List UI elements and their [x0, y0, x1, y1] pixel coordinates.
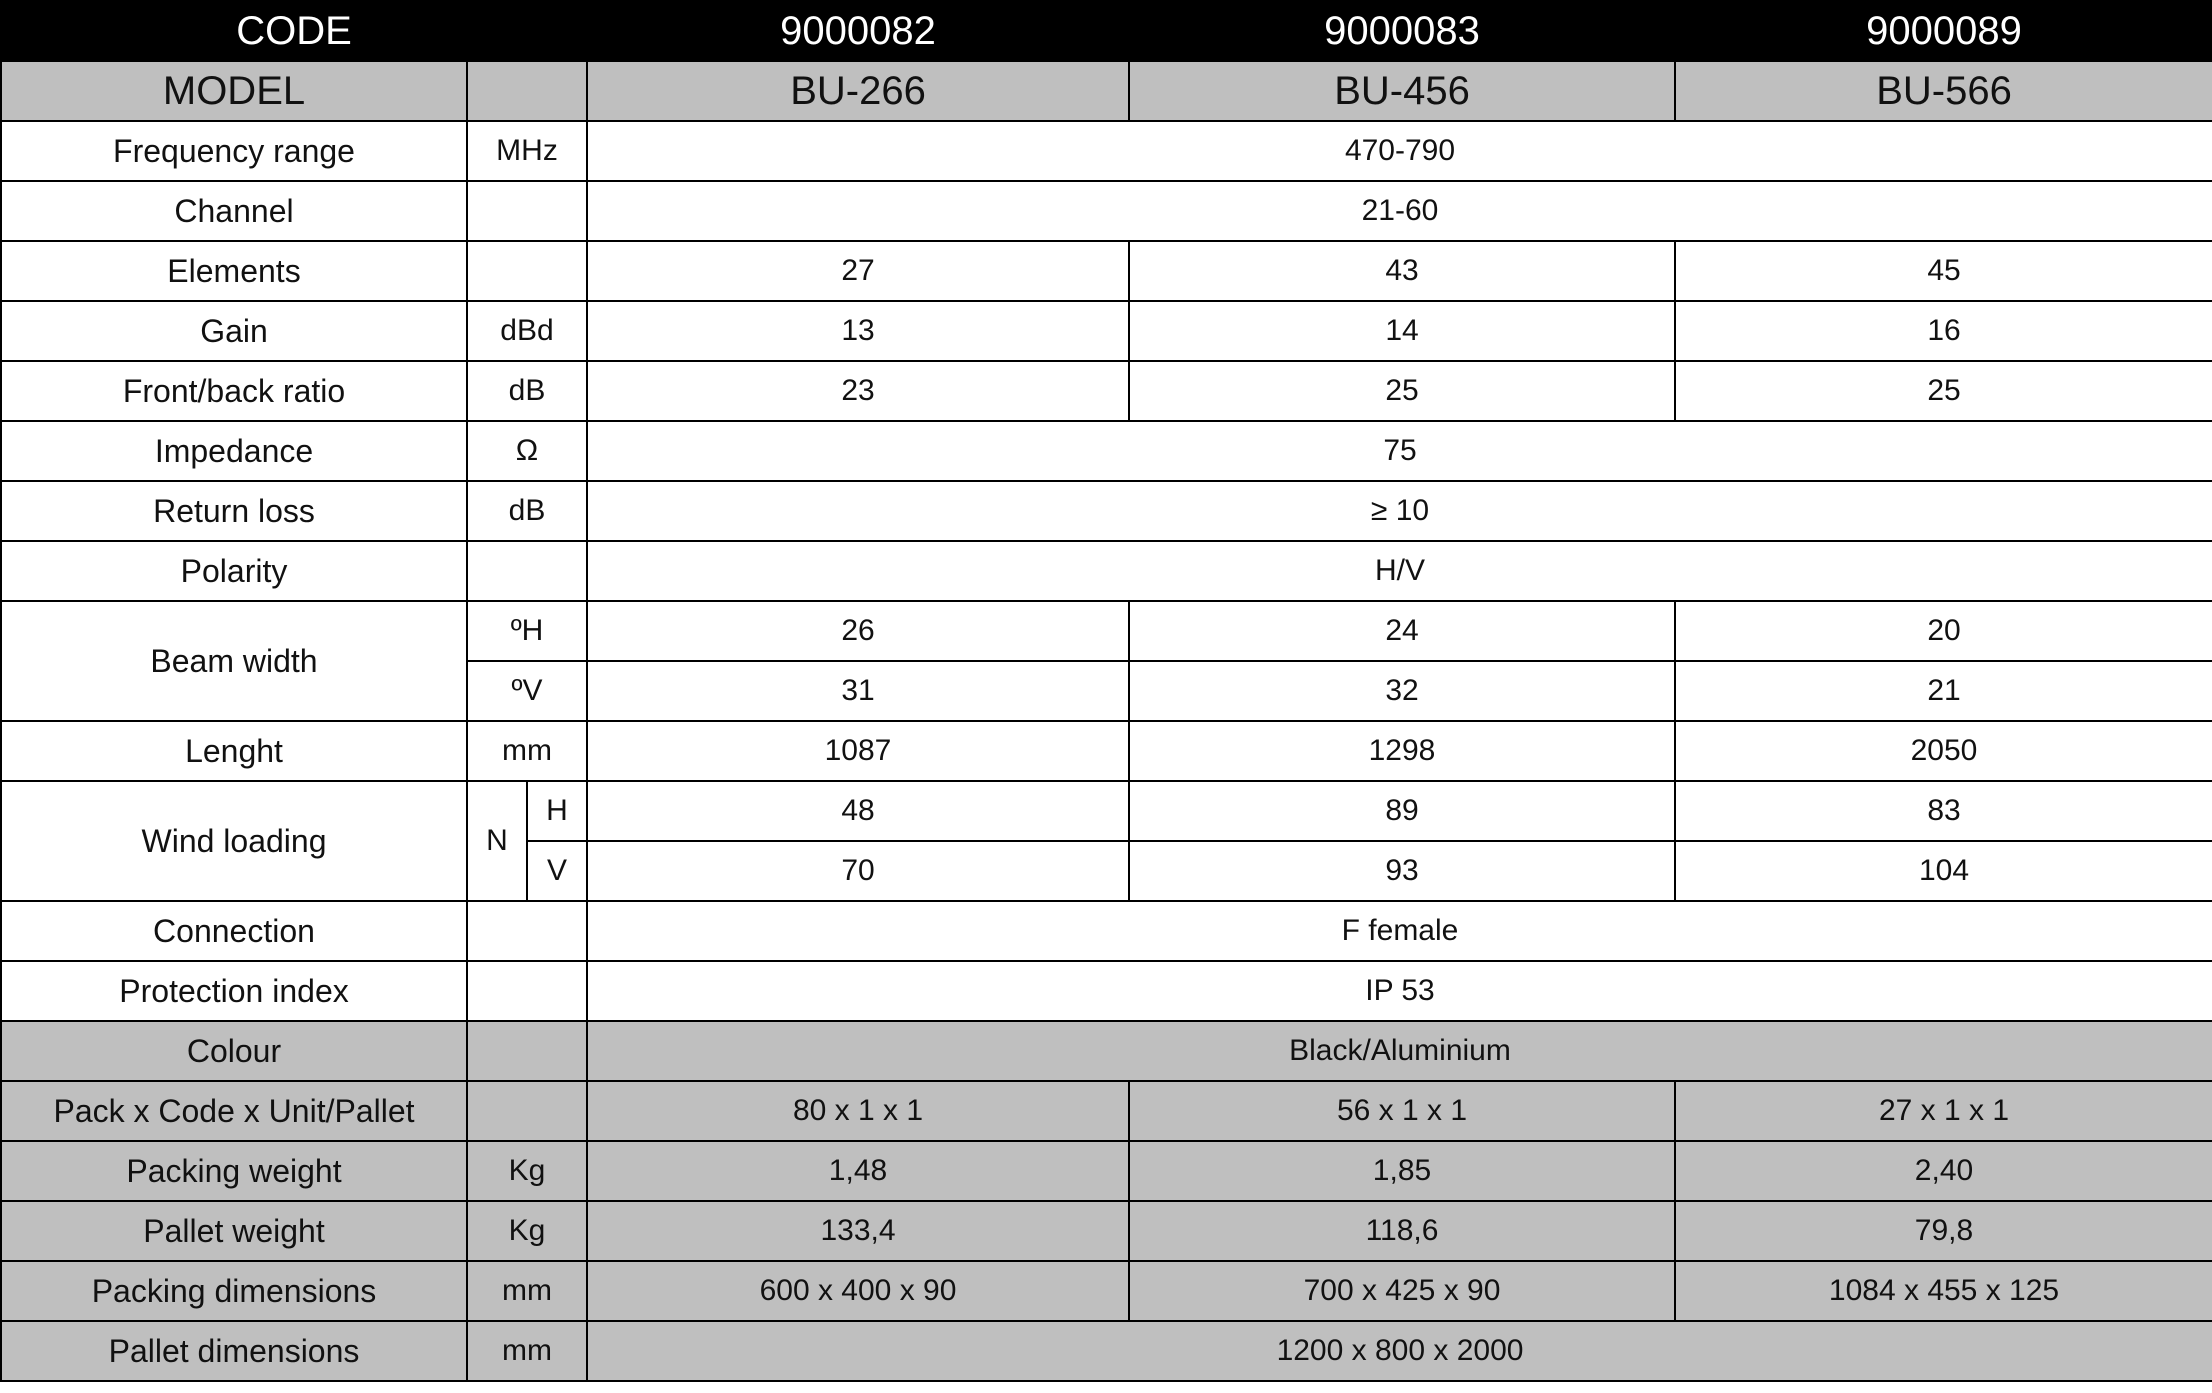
- table-row-connection: [1, 901, 2212, 961]
- row-unit: dB: [467, 361, 587, 421]
- table-row-length: [1, 721, 2212, 781]
- row-unit: Ω: [467, 421, 587, 481]
- row-value-3: 79,8: [1675, 1201, 2212, 1261]
- table-row-channel: [1, 181, 2212, 241]
- table-row-protection-index: [1, 961, 2212, 1021]
- row-unit: [467, 1021, 587, 1081]
- row-unit: MHz: [467, 121, 587, 181]
- row-value-1: 23: [587, 361, 1129, 421]
- code-label: CODE: [1, 1, 587, 61]
- row-value-1: 31: [587, 661, 1129, 721]
- row-value-1: 48: [587, 781, 1129, 841]
- row-label: Polarity: [1, 541, 467, 601]
- row-label: Connection: [1, 901, 467, 961]
- row-value-1: 80 x 1 x 1: [587, 1081, 1129, 1141]
- row-subunit: V: [527, 841, 587, 901]
- code-value-3: 9000089: [1675, 1, 2212, 61]
- row-label: Front/back ratio: [1, 361, 467, 421]
- model-value-2: BU-456: [1129, 61, 1675, 121]
- row-unit: dB: [467, 481, 587, 541]
- table-row-return-loss: [1, 481, 2212, 541]
- row-label: Pallet dimensions: [1, 1321, 467, 1381]
- row-value-2: 43: [1129, 241, 1675, 301]
- row-label: Protection index: [1, 961, 467, 1021]
- table-row-pack-code-unit-pallet: [1, 1081, 2212, 1141]
- row-unit: ºV: [467, 661, 587, 721]
- row-label: Impedance: [1, 421, 467, 481]
- model-value-3: BU-566: [1675, 61, 2212, 121]
- table-row-colour: [1, 1021, 2212, 1081]
- row-value-1: 133,4: [587, 1201, 1129, 1261]
- row-value-all: F female: [587, 901, 2212, 961]
- row-label: Gain: [1, 301, 467, 361]
- table-row-code: [1, 1, 2212, 61]
- row-label: Lenght: [1, 721, 467, 781]
- row-value-all: 21-60: [587, 181, 2212, 241]
- row-value-2: 1298: [1129, 721, 1675, 781]
- row-value-all: 1200 x 800 x 2000: [587, 1321, 2212, 1381]
- row-label: Wind loading: [1, 781, 467, 901]
- row-unit: mm: [467, 721, 587, 781]
- row-label: Colour: [1, 1021, 467, 1081]
- row-value-3: 21: [1675, 661, 2212, 721]
- row-unit: [467, 181, 587, 241]
- row-value-2: 93: [1129, 841, 1675, 901]
- table-row-packing-weight: [1, 1141, 2212, 1201]
- row-value-3: 83: [1675, 781, 2212, 841]
- row-unit: [467, 541, 587, 601]
- row-label: Packing dimensions: [1, 1261, 467, 1321]
- table-row-polarity: [1, 541, 2212, 601]
- row-label: Pallet weight: [1, 1201, 467, 1261]
- row-value-1: 26: [587, 601, 1129, 661]
- row-label: Beam width: [1, 601, 467, 721]
- row-value-2: 14: [1129, 301, 1675, 361]
- row-unit: [467, 1081, 587, 1141]
- row-value-3: 45: [1675, 241, 2212, 301]
- row-value-all: 470-790: [587, 121, 2212, 181]
- row-label: Channel: [1, 181, 467, 241]
- row-value-all: Black/Aluminium: [587, 1021, 2212, 1081]
- row-value-all: H/V: [587, 541, 2212, 601]
- code-value-1: 9000082: [587, 1, 1129, 61]
- table-row-pallet-dimensions: [1, 1321, 2212, 1381]
- row-label: Elements: [1, 241, 467, 301]
- code-value-2: 9000083: [1129, 1, 1675, 61]
- row-value-1: 70: [587, 841, 1129, 901]
- row-value-2: 89: [1129, 781, 1675, 841]
- table-row-gain: [1, 301, 2212, 361]
- model-value-1: BU-266: [587, 61, 1129, 121]
- row-value-all: IP 53: [587, 961, 2212, 1021]
- row-unit: mm: [467, 1261, 587, 1321]
- row-label: Packing weight: [1, 1141, 467, 1201]
- row-value-3: 16: [1675, 301, 2212, 361]
- row-value-3: 2,40: [1675, 1141, 2212, 1201]
- row-unit: mm: [467, 1321, 587, 1381]
- row-value-3: 104: [1675, 841, 2212, 901]
- row-value-2: 118,6: [1129, 1201, 1675, 1261]
- row-value-1: 1087: [587, 721, 1129, 781]
- row-subunit: H: [527, 781, 587, 841]
- row-value-1: 600 x 400 x 90: [587, 1261, 1129, 1321]
- row-unit: Kg: [467, 1141, 587, 1201]
- row-value-1: 1,48: [587, 1141, 1129, 1201]
- row-unit: [467, 241, 587, 301]
- row-unit: Kg: [467, 1201, 587, 1261]
- model-unit: [467, 61, 587, 121]
- table-row-impedance: [1, 421, 2212, 481]
- table-row-packing-dimensions: [1, 1261, 2212, 1321]
- table-row-pallet-weight: [1, 1201, 2212, 1261]
- row-unit: ºH: [467, 601, 587, 661]
- table-row-frequency-range: [1, 121, 2212, 181]
- row-value-2: 32: [1129, 661, 1675, 721]
- row-unit: N: [467, 781, 527, 901]
- row-value-3: 2050: [1675, 721, 2212, 781]
- row-value-2: 700 x 425 x 90: [1129, 1261, 1675, 1321]
- row-value-3: 25: [1675, 361, 2212, 421]
- table-row-model: [1, 61, 2212, 121]
- row-value-3: 27 x 1 x 1: [1675, 1081, 2212, 1141]
- row-label: Return loss: [1, 481, 467, 541]
- row-value-3: 20: [1675, 601, 2212, 661]
- row-value-all: 75: [587, 421, 2212, 481]
- table-row-elements: [1, 241, 2212, 301]
- row-value-2: 1,85: [1129, 1141, 1675, 1201]
- row-value-all: ≥ 10: [587, 481, 2212, 541]
- row-unit: [467, 961, 587, 1021]
- row-value-1: 13: [587, 301, 1129, 361]
- row-unit: [467, 901, 587, 961]
- table-row-beam-width-h: [1, 601, 2212, 661]
- row-value-2: 25: [1129, 361, 1675, 421]
- row-value-2: 24: [1129, 601, 1675, 661]
- model-label: MODEL: [1, 61, 467, 121]
- row-value-3: 1084 x 455 x 125: [1675, 1261, 2212, 1321]
- row-value-2: 56 x 1 x 1: [1129, 1081, 1675, 1141]
- row-value-1: 27: [587, 241, 1129, 301]
- row-label: Pack x Code x Unit/Pallet: [1, 1081, 467, 1141]
- row-label: Frequency range: [1, 121, 467, 181]
- row-unit: dBd: [467, 301, 587, 361]
- table-row-wind-loading-h: [1, 781, 2212, 841]
- table-row-front-back-ratio: [1, 361, 2212, 421]
